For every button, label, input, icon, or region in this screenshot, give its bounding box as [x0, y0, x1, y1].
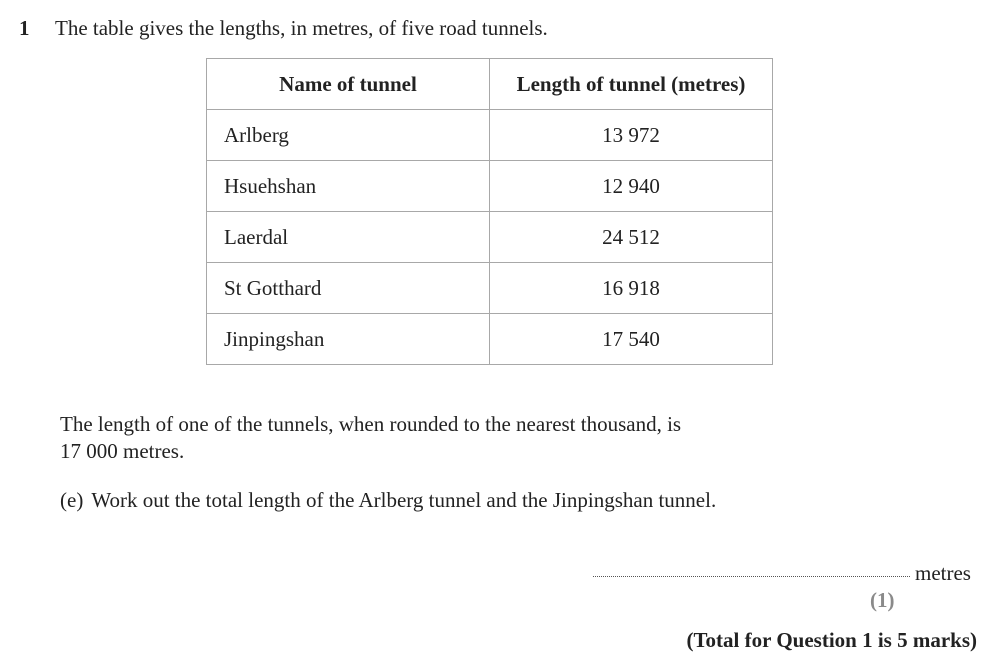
tunnel-name-cell: Jinpingshan — [207, 314, 490, 365]
table-row — [207, 110, 773, 161]
table-row — [207, 161, 773, 212]
column-header-length: Length of tunnel (metres) — [490, 59, 773, 110]
part-e-text: Work out the total length of the Arlberg tunnel and the Jinpingshan tunnel. — [91, 488, 717, 512]
column-header-name: Name of tunnel — [207, 59, 490, 110]
tunnel-length-cell: 17 540 — [490, 314, 773, 365]
tunnel-length-cell: 12 940 — [490, 161, 773, 212]
answer-unit: metres — [915, 561, 971, 585]
question-number: 1 — [19, 16, 30, 40]
table-row — [207, 314, 773, 365]
part-e-question — [60, 488, 716, 513]
paragraph-line-2: 17 000 metres. — [60, 439, 185, 463]
tunnel-name-cell: Laerdal — [207, 212, 490, 263]
tunnel-table — [206, 58, 773, 365]
table-header-row — [207, 59, 773, 110]
paragraph-line-1: The length of one of the tunnels, when rounded to the nearest thousand, is — [60, 412, 682, 436]
table-row — [207, 212, 773, 263]
answer-line[interactable] — [593, 576, 910, 577]
question-intro: The table gives the lengths, in metres, of five road tunnels. — [55, 16, 548, 40]
total-marks: (Total for Question 1 is 5 marks) — [686, 628, 977, 652]
tunnel-length-cell: 16 918 — [490, 263, 773, 314]
marks-label: (1) — [870, 588, 895, 612]
tunnel-name-cell: St Gotthard — [207, 263, 490, 314]
table-row — [207, 263, 773, 314]
tunnel-length-cell: 13 972 — [490, 110, 773, 161]
tunnel-name-cell: Arlberg — [207, 110, 490, 161]
tunnel-name-cell: Hsuehshan — [207, 161, 490, 212]
tunnel-length-cell: 24 512 — [490, 212, 773, 263]
part-e-label: (e) — [60, 488, 84, 512]
rounding-paragraph — [60, 411, 760, 465]
